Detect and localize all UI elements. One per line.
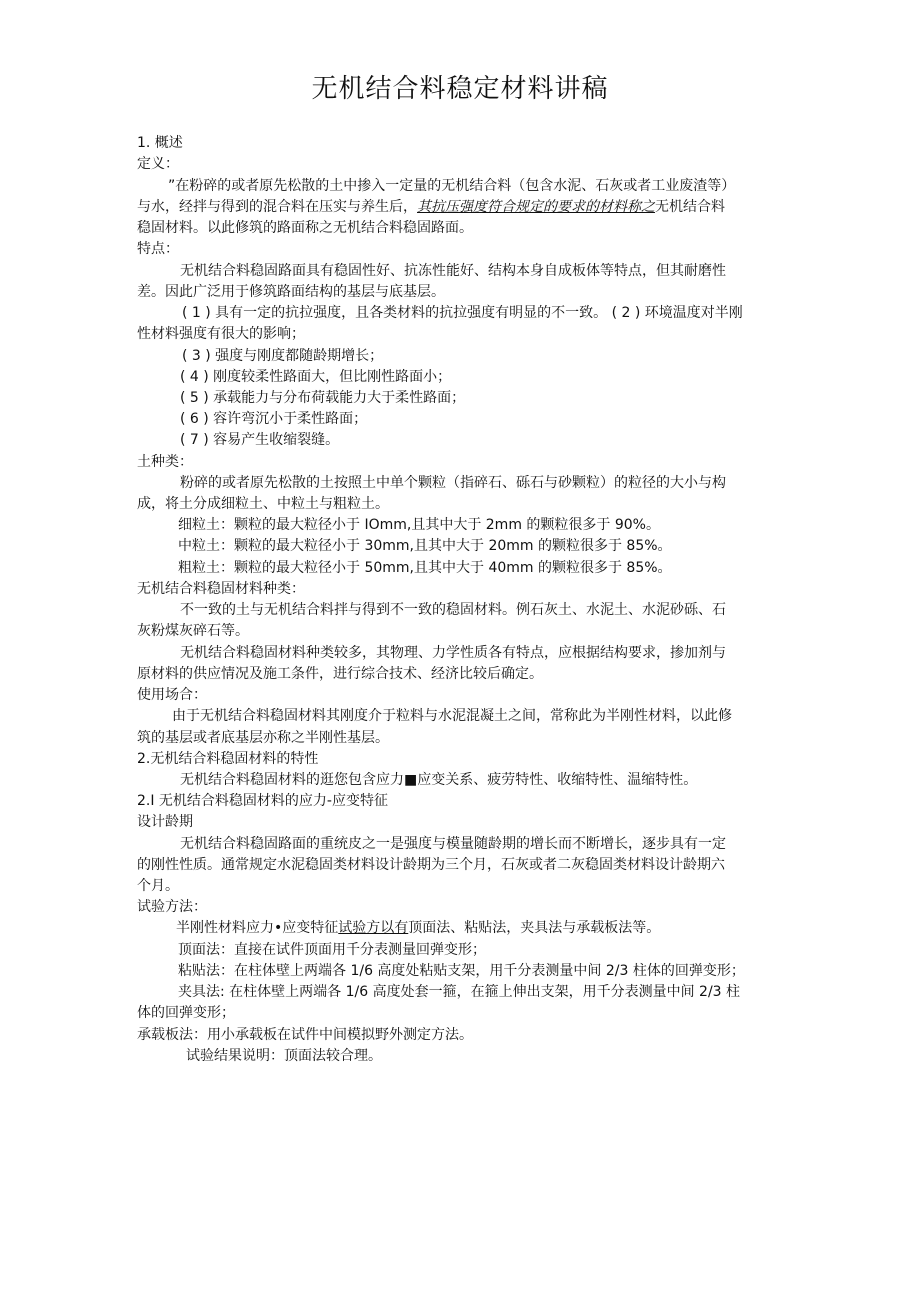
paragraph-line: 成，将土分成细粒土、中粒土与粗粒土。 [137, 496, 389, 512]
paragraph-line: 顶面法：直接在试件顶面用千分表测量回弹变形； [178, 942, 486, 958]
list-item: ( 4 ) 刚度较柔性路面大，但比刚性路面小； [180, 369, 452, 385]
paragraph-line: 粉碎的或者原先松散的土按照土中单个颗粒（指碎石、砾石与砂颗粒）的粒径的大小与构 [180, 475, 726, 491]
paragraph-line: 承载板法：用小承载板在试件中间模拟野外测定方法。 [137, 1027, 473, 1043]
paragraph-line: 筑的基层或者底基层亦称之半刚性基层。 [137, 730, 389, 746]
paragraph-line: 粗粒土：颗粒的最大粒径小于 50mm,且其中大于 40mm 的颗粒很多于 85%。 [178, 560, 672, 576]
paragraph-line: 稳固材料。以此修筑的路面称之无机结合料稳固路面。 [137, 220, 473, 236]
paragraph-line: 由于无机结合料稳固材料其刚度介于粒料与水泥混凝土之间，常称此为半刚性材料，以此修 [172, 708, 732, 724]
label-usage: 使用场合： [137, 687, 207, 703]
paragraph-line: 体的回弹变形； [137, 1005, 235, 1021]
list-item: ( 1 ) 具有一定的抗拉强度，且各类材料的抗拉强度有明显的不一致。 ( 2 ) 环境温度对半刚 [182, 305, 743, 321]
paragraph-line: 夹具法: 在柱体壁上两端各 1/6 高度处套一箍，在箍上伸出支架，用千分表测量中间 2/3 柱 [178, 984, 741, 1000]
paragraph-line: 无机结合料稳固材料种类较多，其物理、力学性质各有特点，应根据结构要求，掺加剂与 [180, 645, 726, 661]
list-item: ( 5 ) 承载能力与分布荷载能力大于柔性路面； [180, 390, 466, 406]
paragraph-line: 无机结合料稳固路面的重统皮之一是强度与模量随龄期的增长而不断增长，逐步具有一定 [180, 836, 726, 852]
paragraph-line [137, 197, 725, 217]
paragraph-line [176, 918, 660, 938]
list-item: ( 7 ) 容易产生收缩裂缝。 [180, 432, 340, 448]
paragraph-line: 粘贴法：在柱体壁上两端各 1/6 高度处粘贴支架，用千分表测量中间 2/3 柱体的回弹变形； [178, 963, 745, 979]
label-features: 特点： [137, 241, 179, 257]
label-design-age: 设计龄期 [137, 814, 193, 830]
paragraph-line: 无机结合料稳固材料的逛您包含应力■应变关系、疲劳特性、收缩特性、温缩特性。 [180, 772, 698, 788]
text-run: 顶面法、粘贴法，夹具法与承载板法等。 [408, 920, 661, 936]
paragraph-line: 个月。 [137, 878, 179, 894]
text-run: 半刚性材料应力•应变特征 [176, 920, 339, 936]
paragraph-line: 的刚性性质。通常规定水泥稳固类材料设计龄期为三个月，石灰或者二灰稳固类材料设计龄期六 [137, 857, 725, 873]
paragraph-line: 不一致的土与无机结合料拌与得到不一致的稳固材料。例石灰土、水泥土、水泥砂砾、石 [180, 602, 726, 618]
document-title: 无机结合料稳定材料讲稿 [311, 74, 609, 104]
label-soil-types: 土种类： [137, 454, 193, 470]
label-test-methods: 试验方法： [137, 899, 207, 915]
section-heading: 2.无机结合料稳固材料的特性 [137, 751, 319, 767]
label-material-types: 无机结合料稳固材料种类： [137, 581, 305, 597]
section-heading: 1. 概述 [137, 135, 183, 151]
list-item: ( 3 ) 强度与刚度都随龄期增长； [182, 348, 384, 364]
paragraph-line: 试验结果说明：顶面法较合理。 [186, 1048, 382, 1064]
paragraph-line: 差。因此广泛用于修筑路面结构的基层与底基层。 [137, 284, 445, 300]
text-run: 无机结合料 [655, 199, 725, 215]
paragraph-line: 灰粉煤灰碎石等。 [137, 623, 249, 639]
list-item: ( 6 ) 容许弯沉小于柔性路面； [180, 411, 368, 427]
paragraph-line: 原材料的供应情况及施工条件，进行综合技术、经济比较后确定。 [137, 666, 543, 682]
paragraph-line: ”在粉碎的或者原先松散的土中掺入一定量的无机结合料（包含水泥、石灰或者工业废渣等） [168, 178, 736, 194]
label-definition: 定义： [137, 156, 179, 172]
paragraph-line: 中粒土：颗粒的最大粒径小于 30mm,且其中大于 20mm 的颗粒很多于 85%。 [178, 538, 672, 554]
paragraph-line: 无机结合料稳固路面具有稳固性好、抗冻性能好、结构本身自成板体等特点，但其耐磨性 [180, 263, 726, 279]
paragraph-line: 细粒土：颗粒的最大粒径小于 IOmm,且其中大于 2mm 的颗粒很多于 90%。 [178, 517, 660, 533]
text-run: 与水，经拌与得到的混合料在压实与养生后， [137, 199, 417, 215]
subsection-heading: 2.I 无机结合料稳固材料的应力-应变特征 [137, 793, 388, 809]
underlined-text: 试验方以有 [338, 920, 409, 936]
emphasized-text: 其抗压强度符合规定的要求的材料称之 [417, 199, 655, 215]
paragraph-line: 性材料强度有很大的影响； [137, 326, 305, 342]
